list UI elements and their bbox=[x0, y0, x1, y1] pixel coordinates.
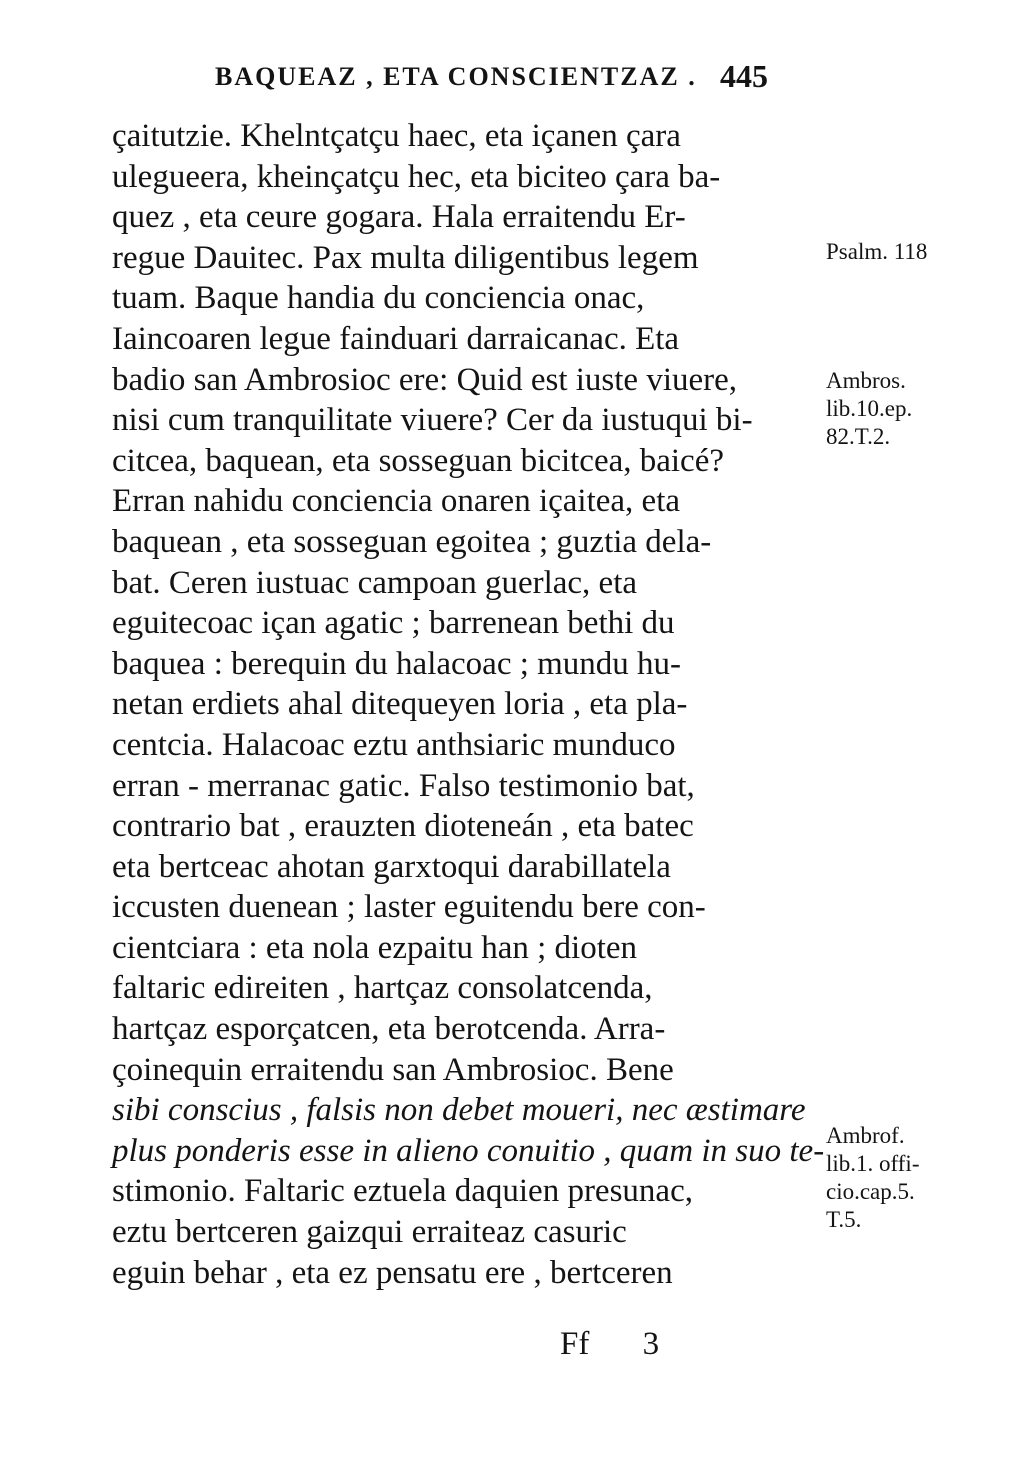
page-header bbox=[215, 58, 815, 98]
text-line: netan erdiets ahal ditequeyen loria , eta pla- bbox=[112, 686, 688, 723]
text-line: Iaincoaren legue fainduari darraicanac. Eta bbox=[112, 320, 680, 357]
signature-number: 3 bbox=[642, 1326, 660, 1362]
text-line: citcea, baquean, eta sosseguan bicitcea, baicé? bbox=[112, 442, 724, 479]
text-line: centcia. Halacoac eztu anthsiaric munduco bbox=[112, 726, 676, 763]
text-line: baquea : berequin du halacoac ; mundu hu- bbox=[112, 645, 682, 682]
text-line: tuam. Baque handia du conciencia onac, bbox=[112, 280, 645, 317]
body-text bbox=[112, 116, 825, 1293]
text-line: contrario bat , erauzten dioteneán , eta batec bbox=[112, 808, 694, 845]
text-line: çaitutzie. Khelntçatçu haec, eta içanen çara bbox=[112, 118, 681, 154]
margin-note-psalm: Psalm. 118 bbox=[826, 239, 928, 264]
page-number: 445 bbox=[720, 58, 768, 94]
text-line: eztu bertceren gaizqui erraiteaz casuric bbox=[112, 1214, 627, 1251]
text-line: bat. Ceren iustuac campoan guerlac, eta bbox=[112, 564, 638, 601]
text-line: baquean , eta sosseguan egoitea ; guztia dela- bbox=[112, 523, 712, 560]
signature-mark: Ff bbox=[560, 1326, 590, 1362]
text-line: erran - merranac gatic. Falso testimonio bat, bbox=[112, 767, 695, 804]
latin-quote-line: sibi conscius , falsis non debet moueri, nec æstimare bbox=[112, 1092, 806, 1129]
text-line: regue Dauitec. Pax multa diligentibus legem bbox=[112, 239, 699, 276]
text-line: çoinequin erraitendu san Ambrosioc. Bene bbox=[112, 1051, 674, 1088]
text-line: badio san Ambrosioc ere: Quid est iuste viuere, bbox=[112, 361, 738, 398]
running-head: BAQUEAZ , ETA CONSCIENTZAZ . bbox=[215, 62, 697, 91]
text-line: stimonio. Faltaric eztuela daquien presunac, bbox=[112, 1173, 693, 1210]
text-line: Erran nahidu conciencia onaren içaitea, eta bbox=[112, 483, 681, 520]
text-line: faltaric edireiten , hartçaz consolatcenda, bbox=[112, 970, 653, 1007]
text-line: eta bertceac ahotan garxtoqui darabillatela bbox=[112, 848, 671, 885]
text-line: quez , eta ceure gogara. Hala erraitendu Er- bbox=[112, 199, 686, 236]
text-line: nisi cum tranquilitate viuere? Cer da iustuqui bi- bbox=[112, 402, 753, 439]
text-line: ulegueera, kheinçatçu hec, eta biciteo çara ba- bbox=[112, 158, 721, 195]
margin-note-ambrose-epistle: Ambros. lib.10.ep. 82.T.2. bbox=[826, 368, 913, 449]
margin-note-ambrose-officiis: Ambrof. lib.1. offi- cio.cap.5. T.5. bbox=[826, 1123, 920, 1232]
text-line: eguitecoac içan agatic ; barrenean bethi du bbox=[112, 605, 675, 642]
text-line: eguin behar , eta ez pensatu ere , bertceren bbox=[112, 1254, 673, 1291]
latin-quote-line: plus ponderis esse in alieno conuitio , quam in suo te- bbox=[112, 1132, 825, 1169]
page-footer bbox=[560, 1326, 659, 1363]
text-line: hartçaz esporçatcen, eta berotcenda. Arra- bbox=[112, 1011, 666, 1048]
text-line: iccusten duenean ; laster eguitendu bere con- bbox=[112, 889, 706, 926]
text-line: cientciara : eta nola ezpaitu han ; dioten bbox=[112, 929, 638, 966]
